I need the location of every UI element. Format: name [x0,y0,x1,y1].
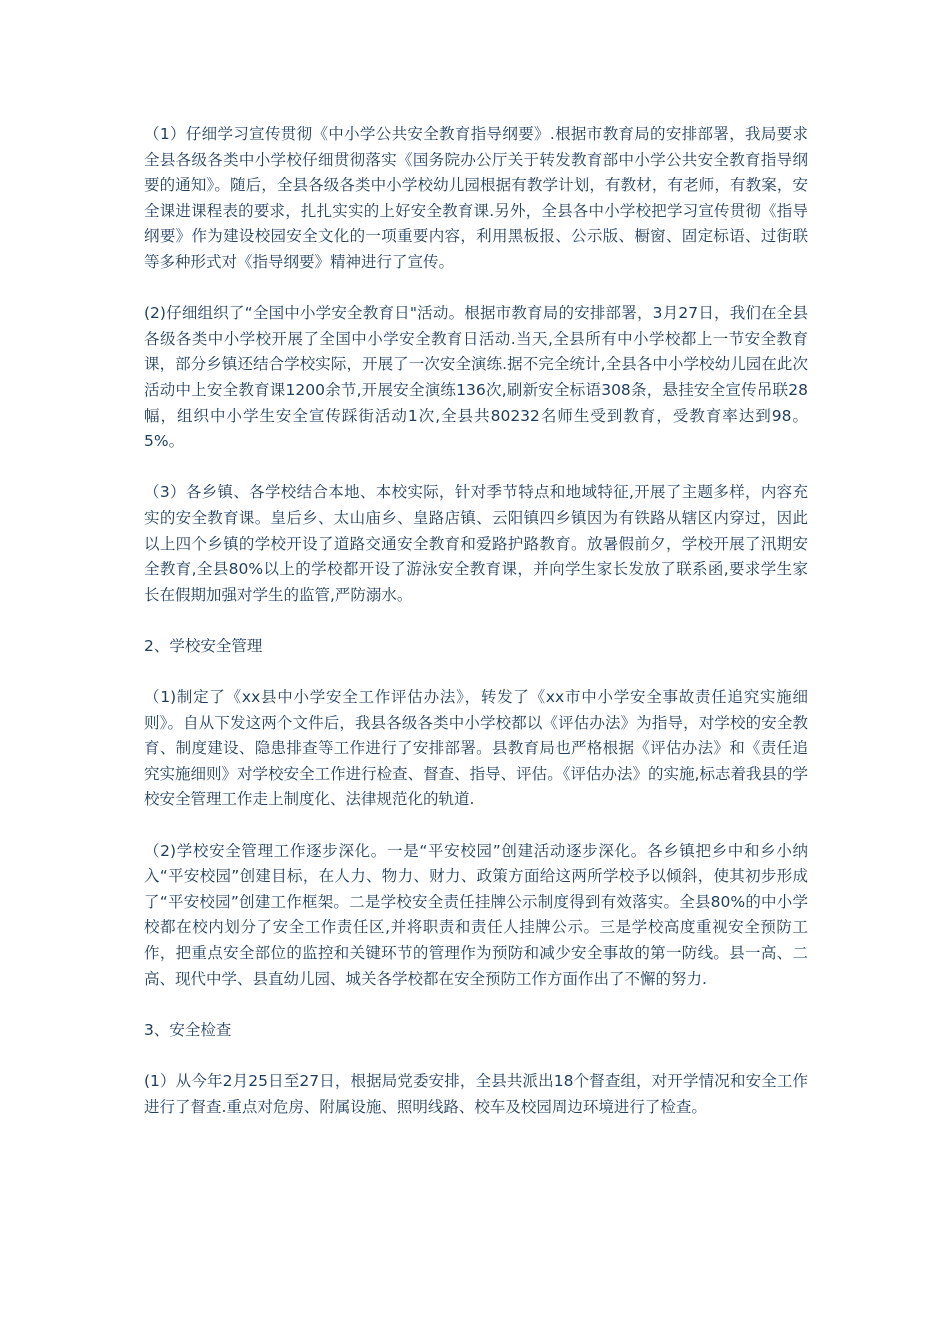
paragraph-1-3-local-safety-courses: （3）各乡镇、各学校结合本地、本校实际，针对季节特点和地域特征,开展了主题多样，内容充实的安全教育课。皇后乡、太山庙乡、皇路店镇、云阳镇四乡镇因为有铁路从辖区内穿过，因此以上四个乡镇的学校开设了道路交通安全教育和爱路护路教育。放暑假前夕，学校开展了汛期安全教育,全县80%以上的学校都开设了游泳安全教育课，并向学生家长发放了联系函,要求学生家长在假期加强对学生的监管,严防溺水。 [144,483,808,604]
section-heading-school-safety-management: 2、学校安全管理 [144,636,263,655]
paragraph-2-2-management-deepening: （2)学校安全管理工作逐步深化。一是“平安校园”创建活动逐步深化。各乡镇把乡中和乡小纳入“平安校园”创建目标，在人力、物力、财力、政策方面给这两所学校予以倾斜，使其初步形成了“平安校园”创建工作框架。二是学校安全责任挂牌公示制度得到有效落实。全县80%的中小学校都在校内划分了安全工作责任区,并将职责和责任人挂牌公示。三是学校高度重视安全预防工作，把重点安全部位的监控和关键环节的管理作为预防和减少安全事故的第一防线。县一高、二高、现代中学、县直幼儿园、城关各学校都在安全预防工作方面作出了不懈的努力. [144,841,808,988]
document-page [144,122,808,1146]
paragraph-1-1-safety-education-guidelines: （1）仔细学习宣传贯彻《中小学公共安全教育指导纲要》.根据市教育局的安排部署，我局要求全县各级各类中小学校仔细贯彻落实《国务院办公厅关于转发教育部中小学公共安全教育指导纲要的通知》。随后，全县各级各类中小学校幼儿园根据有教学计划，有教材，有老师，有教案，安全课进课程表的要求，扎扎实实的上好安全教育课.另外，全县各中小学校把学习宣传贯彻《指导纲要》作为建设校园安全文化的一项重要内容，利用黑板报、公示版、橱窗、固定标语、过街联等多种形式对《指导纲要》精神进行了宣传。 [144,125,808,271]
section-heading-safety-inspection: 3、安全检查 [144,1020,232,1039]
paragraph-1-2-safety-education-day: (2)仔细组织了“全国中小学安全教育日"活动。根据市教育局的安排部署，3月27日，我们在全县各级各类中小学校开展了全国中小学安全教育日活动.当天,全县所有中小学校都上一节安全教育课，部分乡镇还结合学校实际，开展了一次安全演练.据不完全统计,全县各中小学校幼儿园在此次活动中上安全教育课1200余节,开展安全演练136次,刷新安全标语308条，悬挂安全宣传吊联28幅，组织中小学生安全宣传踩街活动1次,全县共80232名师生受到教育，受教育率达到98。5%。 [144,304,808,451]
paragraph-2-1-evaluation-measures: （1)制定了《xx县中小学安全工作评估办法》，转发了《xx市中小学安全事故责任追究实施细则》。自从下发这两个文件后，我县各级各类中小学校都以《评估办法》为指导，对学校的安全教育、制度建设、隐患排查等工作进行了安排部署。县教育局也严格根据《评估办法》和《责任追究实施细则》对学校安全工作进行检查、督查、指导、评估。《评估办法》的实施,标志着我县的学校安全管理工作走上制度化、法律规范化的轨道. [144,688,808,809]
paragraph-3-1-inspection-teams: (1）从今年2月25日至27日，根据局党委安排，全县共派出18个督查组，对开学情况和安全工作进行了督查.重点对危房、附属设施、照明线路、校车及校园周边环境进行了检查。 [144,1071,808,1116]
